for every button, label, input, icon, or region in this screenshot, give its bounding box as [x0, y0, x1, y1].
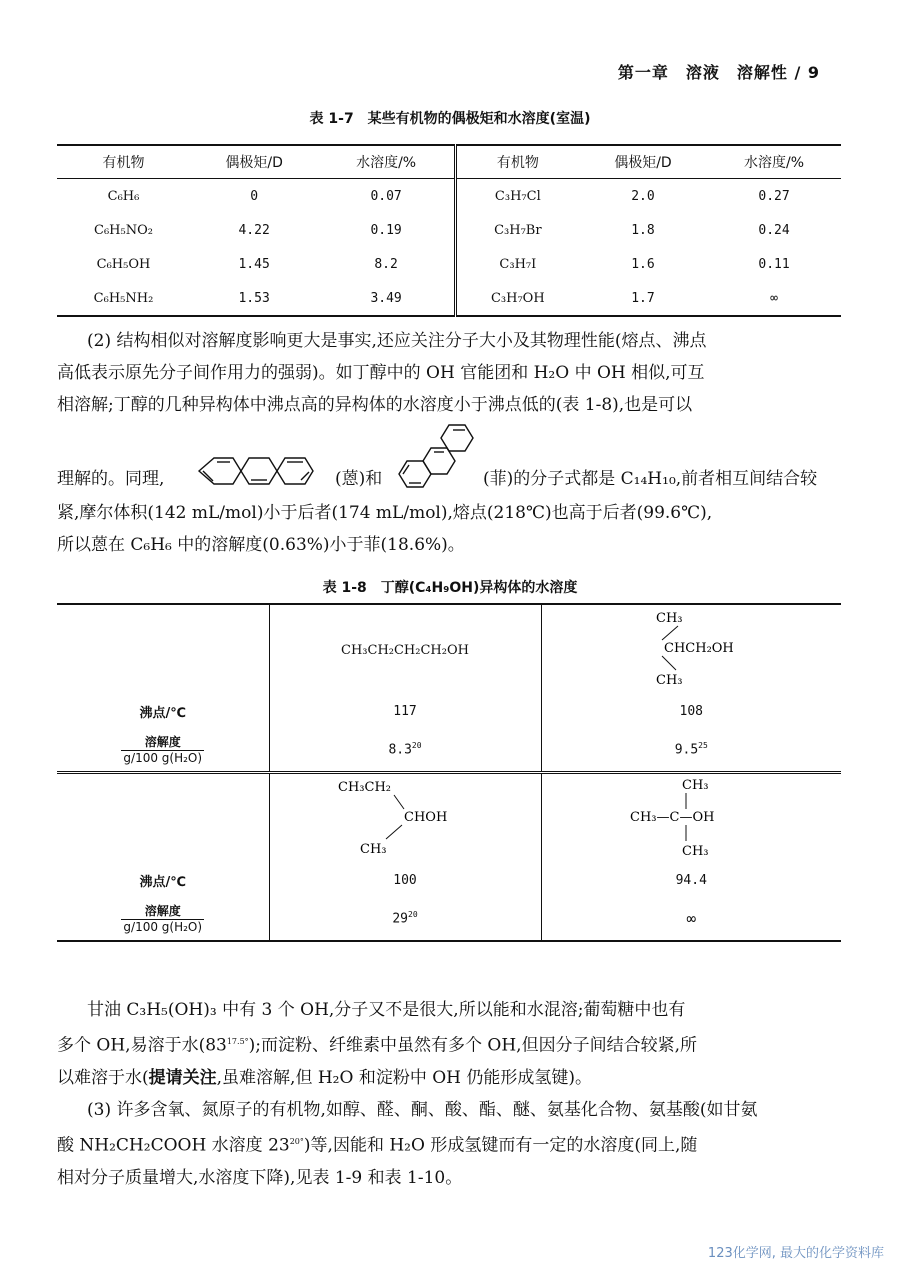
- struct-text: CHCH₂OH: [664, 641, 735, 656]
- table-1-8: [57, 603, 841, 942]
- solubility-row: [57, 896, 841, 941]
- text-line: 多个 OH,易溶于水$(83^{17.5^\circ})$;而淀粉、纤维素中虽然有多个 OH,但因分子间结合较紧,所: [57, 1035, 697, 1056]
- cell: 0.11: [758, 256, 790, 272]
- text-line: 所以蒽在 C₆H₆ 中的溶解度(0.63%)小于菲(18.6%)。: [57, 535, 465, 555]
- fraction-denominator: g/100 g(H₂O): [123, 919, 203, 934]
- isobutanol-structure: [541, 604, 841, 695]
- paragraph-2: [57, 325, 843, 421]
- text-line: (菲)的分子式都是 C₁₄H₁₀,前者相互间结合较: [483, 469, 818, 489]
- text-line: 理解的。同理,: [57, 469, 165, 489]
- paragraph-glycerol: [57, 994, 843, 1094]
- text-line: 相溶解;丁醇的几种异构体中沸点高的异构体的水溶度小于沸点低的(表 1-8),也是可以: [57, 395, 693, 415]
- anthracene-icon: [191, 444, 331, 498]
- text-line: 高低表示原先分子间作用力的强弱)。如丁醇中的 OH 官能团和 H₂O 中 OH 相似,可互: [57, 363, 705, 383]
- cell: $8.3^{20}$: [269, 727, 541, 773]
- cell: 1.6: [631, 256, 655, 272]
- cell: 3.49: [370, 290, 402, 306]
- cell: $9.5^{25}$: [541, 727, 841, 773]
- col-header: 水溶度/%: [318, 145, 455, 179]
- text-line: 甘油 C₃H₅(OH)₃ 中有 3 个 OH,分子又不是很大,所以能和水混溶;葡萄糖中也有: [87, 1000, 686, 1020]
- phenanthrene-icon: [391, 420, 481, 498]
- struct-text: CH₃CH₂: [338, 780, 391, 795]
- text-line: 以难溶于水(提请关注,虽难溶解,但 H₂O 和淀粉中 OH 仍能形成氢键)。: [57, 1067, 593, 1088]
- cell: C₃H₇I: [455, 247, 578, 281]
- col-header: 偶极矩/D: [579, 145, 707, 179]
- page-header: 第一章 溶液 溶解性 / 9: [617, 63, 820, 82]
- cell: 4.22: [238, 222, 270, 238]
- cell: 1.53: [238, 290, 270, 306]
- text-line: 紧,摩尔体积(142 mL/mol)小于后者(174 mL/mol),熔点(218℃)也高于后者(99.6℃),: [57, 503, 713, 523]
- table-1-7-caption: 表 1-7 某些有机物的偶极矩和水溶度(室温): [309, 111, 591, 127]
- n-butanol-structure: CH₃CH₂CH₂CH₂OH: [269, 604, 541, 695]
- cell: 0.27: [758, 188, 790, 204]
- text-line: 酸 NH₂CH₂COOH 水溶度 $23^{20^\circ}$)等,因能和 H₂O 形成氢键而有一定的水溶度(同上,随: [57, 1135, 698, 1156]
- table-row: [57, 247, 841, 281]
- cell: ∞: [541, 896, 841, 941]
- cell: C₃H₇Br: [455, 213, 578, 247]
- col-header: 有机物: [57, 145, 190, 179]
- text-line: 相对分子质量增大,水溶度下降),见表 1-9 和表 1-10。: [57, 1167, 463, 1188]
- table-row: [57, 213, 841, 247]
- cell: 0.07: [370, 188, 402, 204]
- cell: C₃H₇OH: [455, 281, 578, 316]
- struct-text: CH₃: [360, 842, 387, 857]
- cell: 1.7: [631, 290, 655, 306]
- cell: 1.8: [631, 222, 655, 238]
- fraction-denominator: g/100 g(H₂O): [123, 750, 203, 765]
- cell: C₃H₇Cl: [455, 179, 578, 214]
- cell: 108: [541, 695, 841, 727]
- row-label: 沸点/℃: [139, 874, 186, 890]
- text-line: (3) 许多含氧、氮原子的有机物,如醇、醛、酮、酸、酯、醚、氨基化合物、氨基酸(如甘氨: [87, 1100, 758, 1120]
- tert-butanol-structure: [541, 773, 841, 865]
- cell: C₆H₆: [107, 188, 140, 204]
- solubility-row: [57, 727, 841, 773]
- row-label: [57, 727, 269, 773]
- struct-text: CH₃: [656, 611, 683, 626]
- row-label: [57, 896, 269, 941]
- fraction-numerator: 溶解度: [121, 902, 204, 920]
- fraction-numerator: 溶解度: [121, 733, 204, 751]
- text-line: (蒽)和: [335, 469, 383, 489]
- cell: ∞: [770, 290, 778, 306]
- cell: 1.45: [238, 256, 270, 272]
- struct-text: CHOH: [404, 810, 448, 825]
- sec-butanol-structure: [269, 773, 541, 865]
- table-row: [57, 179, 841, 214]
- cell: $29^{20}$: [269, 896, 541, 941]
- structure-row: [57, 773, 841, 865]
- struct-text: CH₃: [656, 673, 683, 688]
- cell: C₆H₅OH: [96, 256, 151, 272]
- struct-text: CH₃—C—OH: [630, 810, 715, 825]
- col-header: 水溶度/%: [707, 145, 841, 179]
- cell: 0.19: [370, 222, 402, 238]
- boiling-point-row: [57, 864, 841, 896]
- col-header: 偶极矩/D: [190, 145, 318, 179]
- table-1-8-caption: 表 1-8 丁醇(C₄H₉OH)异构体的水溶度: [322, 580, 578, 596]
- cell: 0.24: [758, 222, 790, 238]
- cell: 0: [250, 188, 259, 204]
- table-row: [57, 281, 841, 316]
- cell: C₆H₅NO₂: [94, 222, 153, 238]
- row-label: 沸点/℃: [139, 705, 186, 721]
- paragraph-3: [57, 1094, 843, 1194]
- cell: 2.0: [631, 188, 655, 204]
- cell: 100: [269, 864, 541, 896]
- paragraph-2-cont: [57, 497, 843, 561]
- cell: 8.2: [374, 256, 398, 272]
- inline-structure-line: [57, 420, 843, 498]
- cell: C₆H₅NH₂: [93, 290, 154, 306]
- cell: 94.4: [541, 864, 841, 896]
- struct-text: CH₃: [682, 778, 709, 793]
- table-1-7: [57, 144, 841, 317]
- col-header: 有机物: [455, 145, 578, 179]
- watermark-footer: 123化学网, 最大的化学资料库: [707, 1246, 884, 1261]
- boiling-point-row: [57, 695, 841, 727]
- struct-text: CH₃: [682, 844, 709, 859]
- cell: 117: [269, 695, 541, 727]
- text-line: (2) 结构相似对溶解度影响更大是事实,还应关注分子大小及其物理性能(熔点、沸点: [87, 331, 707, 351]
- structure-row: [57, 604, 841, 695]
